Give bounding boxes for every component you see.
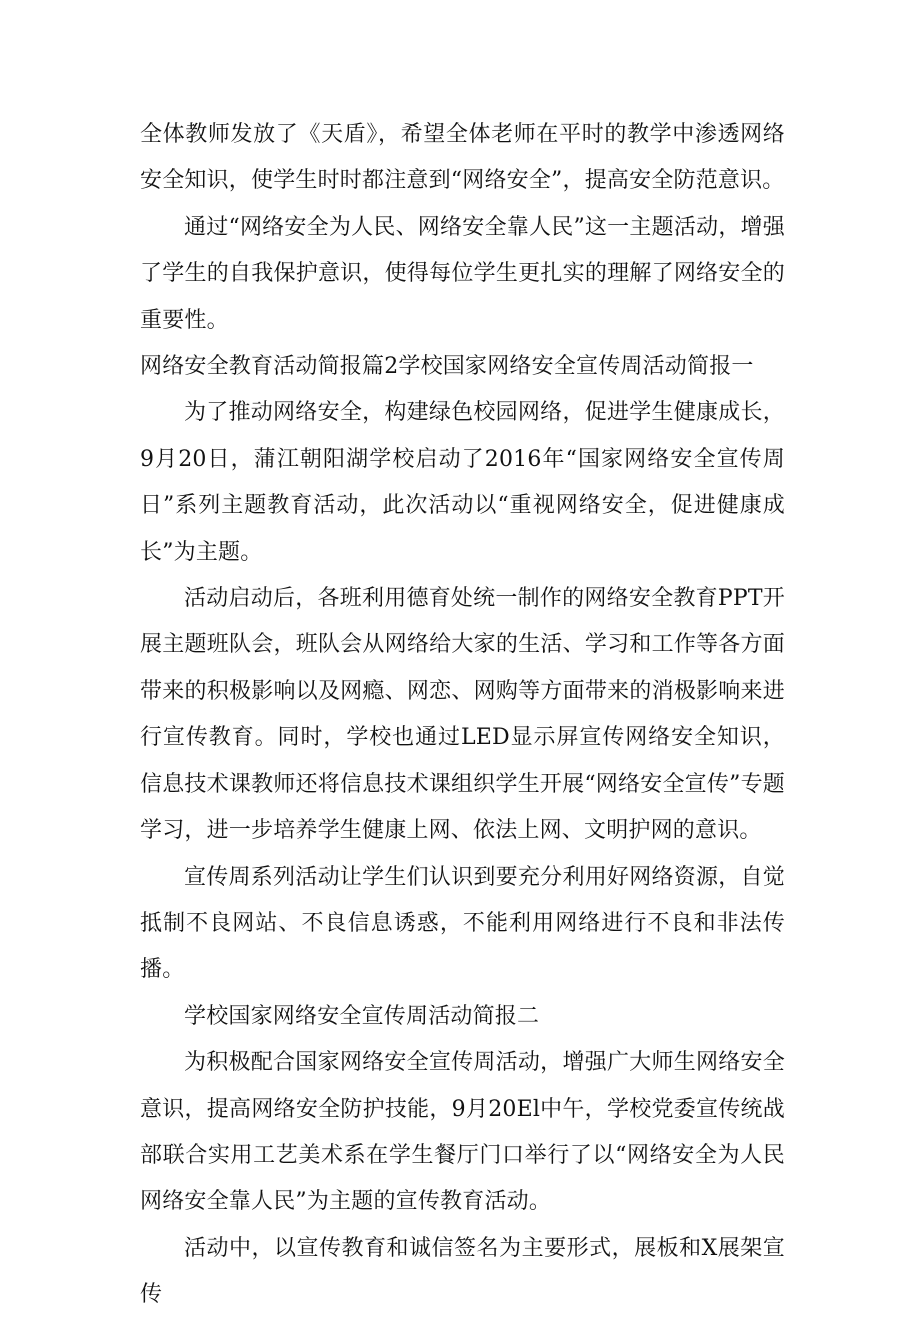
- paragraph-summary: 通过“网络安全为人民、网络安全靠人民”这一主题活动，增强了学生的自我保护意识，使得每位学生更扎实的理解了网络安全的重要性。: [140, 214, 785, 333]
- document-page: [140, 112, 785, 1319]
- paragraph-continued: 全体教师发放了《天盾》，希望全体老师在平时的教学中渗透网络安全知识，使学生时时都注意到“网络安全”，提高安全防范意识。: [140, 122, 785, 194]
- paragraph-activities: 活动启动后，各班利用德育处统一制作的网络安全教育PPT开展主题班队会，班队会从网络给大家的生活、学习和工作等各方面带来的积极影响以及网瘾、网恋、网购等方面带来的消极影响来进行宣传教育。同时，学校也通过LED显示屏宣传网络安全知识，信息技术课教师还将信息技术课组织学生开展“网络安全宣传”专题学习，进一步培养学生健康上网、依法上网、文明护网的意识。: [140, 586, 785, 844]
- section-heading: 网络安全教育活动简报篇2学校国家网络安全宣传周活动简报一: [140, 354, 754, 380]
- paragraph-forms: 活动中，以宣传教育和诚信签名为主要形式，展板和X展架宣传: [140, 1235, 785, 1308]
- paragraph-outcome: 宣传周系列活动让学生们认识到要充分利用好网络资源，自觉抵制不良网站、不良信息诱惑，不能利用网络进行不良和非法传播。: [140, 864, 785, 983]
- paragraph-event: 为积极配合国家网络安全宣传周活动，增强广大师生网络安全意识，提高网络安全防护技能，9月20El中午，学校党委宣传统战部联合实用工艺美术系在学生餐厅门口举行了以“网络安全为人民网络安全靠人民”为主题的宣传教育活动。: [140, 1050, 785, 1215]
- sub-heading: 学校国家网络安全宣传周活动简报二: [184, 1003, 540, 1029]
- paragraph-intro: 为了推动网络安全，构建绿色校园网络，促进学生健康成长，9月20日，蒲江朝阳湖学校启动了2016年“国家网络安全宣传周日”系列主题教育活动，此次活动以“重视网络安全，促进健康成长”为主题。: [140, 400, 785, 565]
